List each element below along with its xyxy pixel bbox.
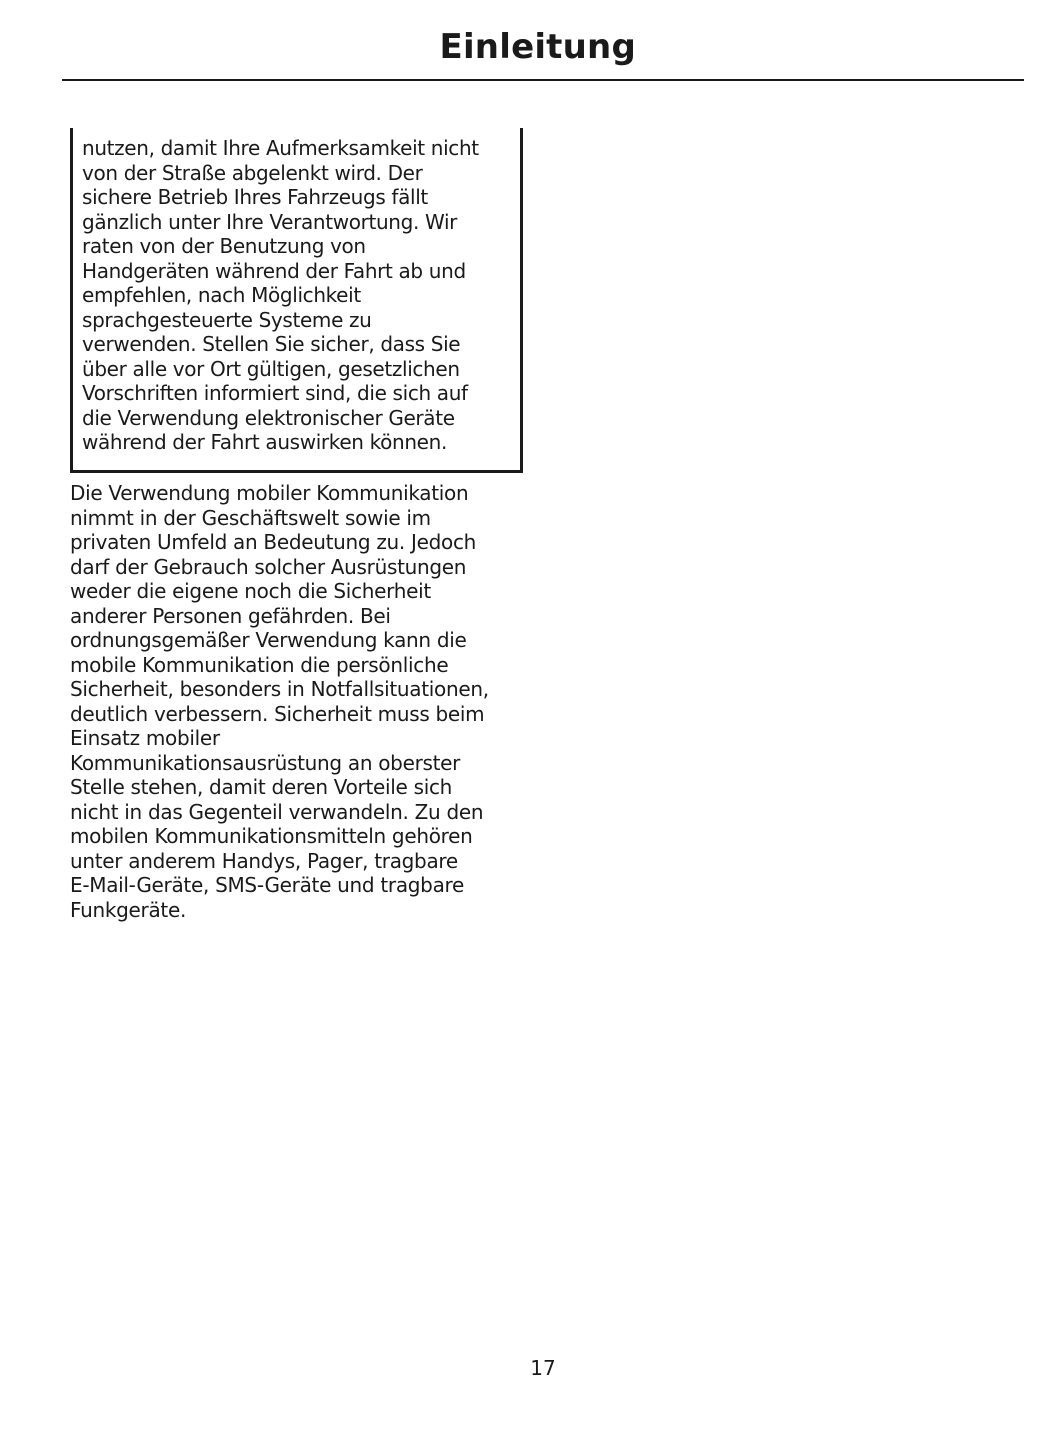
warning-line: Vorschriften informiert sind, die sich auf [82,381,468,405]
body-line: Einsatz mobiler [70,726,220,750]
body-line: Die Verwendung mobiler Kommunikation [70,481,469,505]
warning-box [70,128,523,473]
body-paragraph [70,481,530,922]
body-line: nicht in das Gegenteil verwandeln. Zu den [70,799,484,824]
page-number: 17 [530,1356,556,1380]
warning-line: von der Straße abgelenkt wird. Der [82,160,423,185]
warning-line: die Verwendung elektronischer Geräte [82,405,455,430]
warning-line: raten von der Benutzung von [82,234,366,258]
body-line: Kommunikationsausrüstung an oberster [70,750,461,775]
body-line: ordnungsgemäßer Verwendung kann die [70,628,467,652]
header-divider [62,79,1024,81]
body-line: weder die eigene noch die Sicherheit [70,579,431,603]
warning-line: sprachgesteuerte Systeme zu [82,307,372,332]
body-line: mobile Kommunikation die persönliche [70,652,449,677]
body-line: anderer Personen gefährden. Bei [70,603,391,628]
body-line: privaten Umfeld an Bedeutung zu. Jedoch [70,530,477,554]
warning-line: sichere Betrieb Ihres Fahrzeugs fällt [82,185,428,209]
warning-line: gänzlich unter Ihre Verantwortung. Wir [82,209,458,234]
body-line: deutlich verbessern. Sicherheit muss beim [70,701,485,726]
page-title: Einleitung [439,27,636,67]
body-line: nimmt in der Geschäftswelt sowie im [70,505,431,530]
warning-line: verwenden. Stellen Sie sicher, dass Sie [82,332,461,356]
warning-line: nutzen, damit Ihre Aufmerksamkeit nicht [82,136,479,160]
warning-line: während der Fahrt auswirken können. [82,430,447,454]
body-line: E-Mail-Geräte, SMS-Geräte und tragbare [70,873,465,897]
body-line: Stelle stehen, damit deren Vorteile sich [70,775,453,799]
body-line: Sicherheit, besonders in Notfallsituationen, [70,677,489,701]
body-line: Funkgeräte. [70,897,187,922]
body-line: unter anderem Handys, Pager, tragbare [70,848,458,873]
warning-line: Handgeräten während der Fahrt ab und [82,258,466,283]
body-line: mobilen Kommunikationsmitteln gehören [70,824,473,848]
body-line: darf der Gebrauch solcher Ausrüstungen [70,554,467,579]
warning-line: über alle vor Ort gültigen, gesetzlichen [82,356,460,381]
warning-line: empfehlen, nach Möglichkeit [82,283,361,307]
